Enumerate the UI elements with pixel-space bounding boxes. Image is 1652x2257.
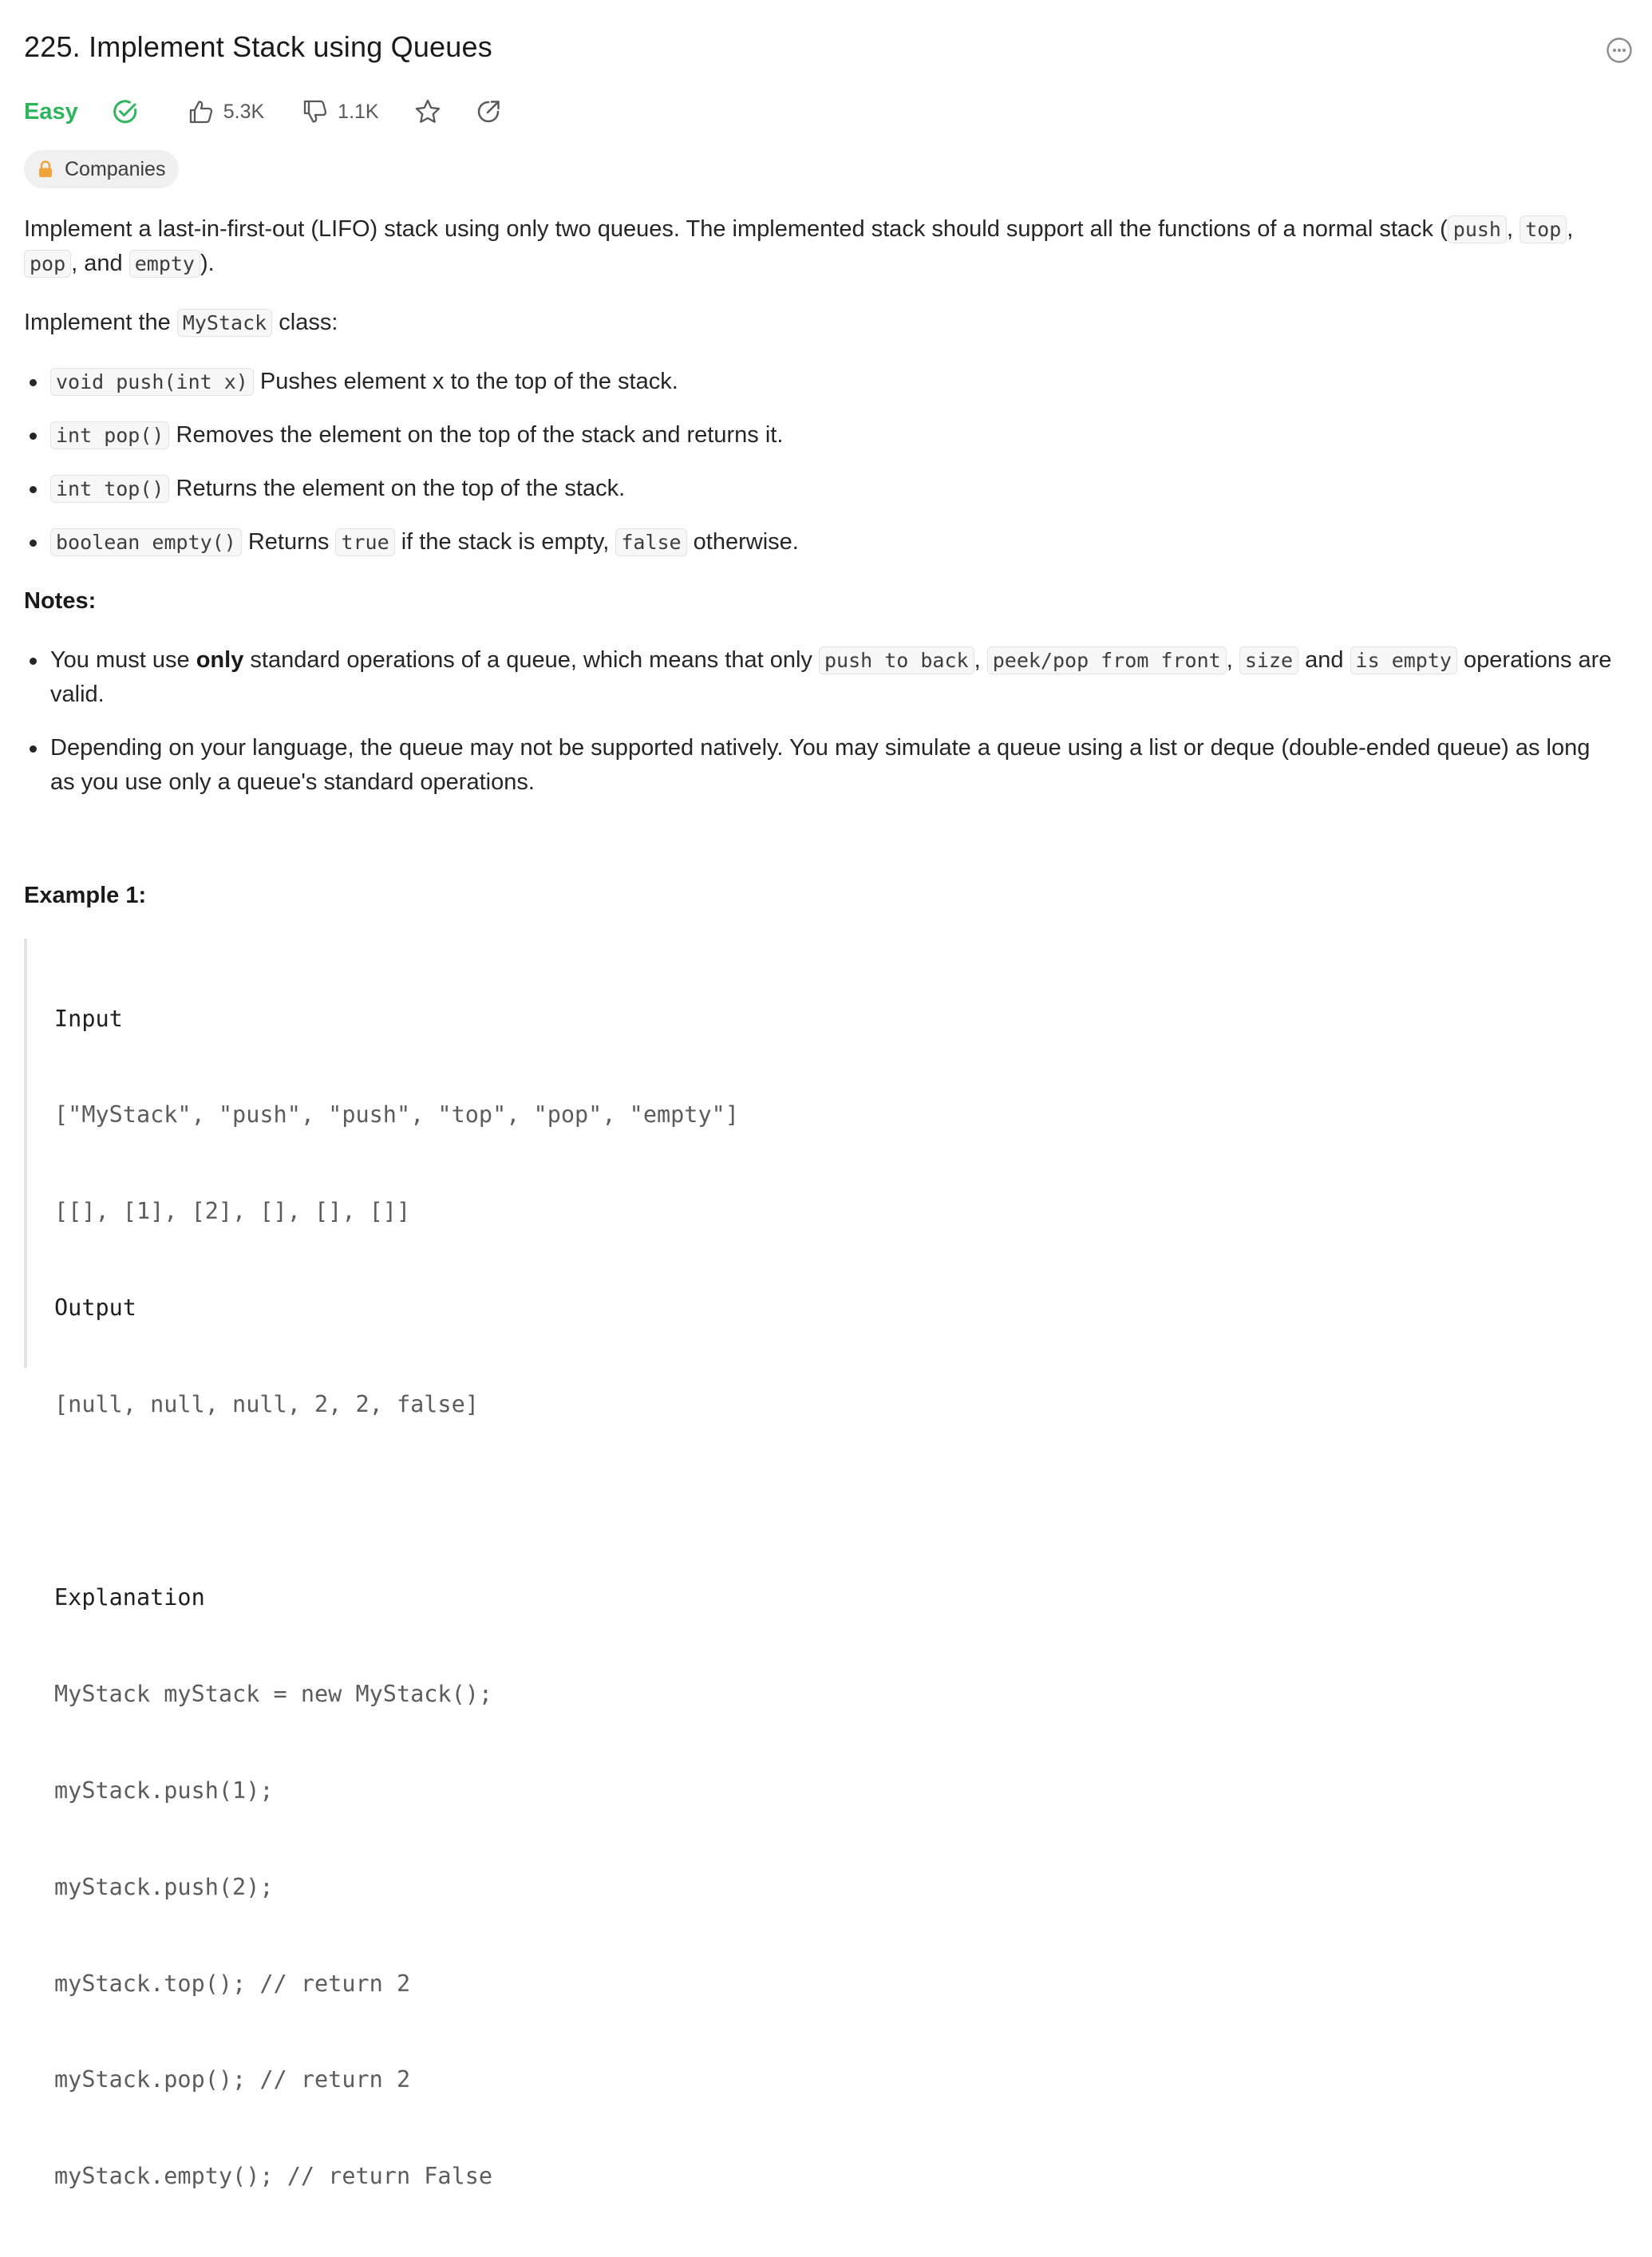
implement-paragraph <box>24 306 1620 340</box>
example-output-label: Output <box>54 1295 136 1322</box>
method-signature: int pop() <box>50 421 169 449</box>
note-item <box>24 731 1620 800</box>
example-output-line: [null, null, null, 2, 2, false] <box>54 1391 479 1418</box>
thumbs-down-icon <box>302 99 328 125</box>
dislike-count: 1.1K <box>338 100 379 123</box>
star-icon <box>414 98 441 125</box>
inline-code-push: push <box>1448 215 1507 243</box>
companies-chip[interactable] <box>24 150 179 188</box>
example-explanation-label: Explanation <box>54 1583 205 1611</box>
method-signature: int top() <box>50 475 169 503</box>
example-input-label: Input <box>54 1005 123 1032</box>
notes-title: Notes: <box>24 588 97 614</box>
intro-text: Implement a last-in-first-out (LIFO) stack using only two queues. The implemented stack should support all the functions of a normal stack ( <box>24 216 1448 242</box>
notes-heading <box>24 584 1620 619</box>
note-emphasis: only <box>196 647 244 673</box>
problem-description <box>24 212 1620 800</box>
more-icon[interactable] <box>1606 37 1633 64</box>
example-explanation-line: myStack.top(); // return 2 <box>54 1970 411 1997</box>
inline-code-is-empty: is empty <box>1350 646 1457 674</box>
example-explanation-line: MyStack myStack = new MyStack(); <box>54 1680 493 1707</box>
note-text: Depending on your language, the queue may not be supported natively. You may simulate a queue using a list or deque (double-ended queue) as long as you use only a queue's standard operations. <box>50 735 1591 795</box>
inline-code-false: false <box>615 528 686 556</box>
problem-title: 225. Implement Stack using Queues <box>24 30 492 63</box>
like-count: 5.3K <box>223 100 265 123</box>
method-signature: boolean empty() <box>50 528 242 556</box>
check-circle-icon <box>112 98 139 125</box>
intro-sep: , <box>1507 216 1520 242</box>
method-item <box>24 525 1620 559</box>
method-description: otherwise. <box>686 529 799 555</box>
method-description: Pushes element x to the top of the stack. <box>253 369 678 394</box>
inline-code-top: top <box>1520 215 1567 243</box>
thumbs-up-icon <box>188 99 214 125</box>
example-explanation-line: myStack.pop(); // return 2 <box>54 2066 411 2093</box>
example-explanation-line: myStack.push(2); <box>54 1873 274 1900</box>
method-signature: void push(int x) <box>50 368 254 396</box>
example-blank-line <box>54 1485 822 1517</box>
note-text: operations are valid. <box>50 647 1612 707</box>
intro-sep: , and <box>71 251 129 276</box>
example-explanation-line: myStack.push(1); <box>54 1777 274 1804</box>
method-description: Returns the element on the top of the stack. <box>169 476 626 501</box>
dislike-button[interactable] <box>302 99 378 125</box>
inline-code-peek-pop: peek/pop from front <box>987 646 1227 674</box>
problem-meta-row <box>24 94 502 129</box>
solved-status <box>112 98 139 125</box>
inline-code-pop: pop <box>24 250 71 278</box>
inline-code-size: size <box>1239 646 1298 674</box>
note-item <box>24 643 1620 712</box>
lock-icon <box>38 160 53 178</box>
method-item <box>24 418 1620 453</box>
note-text: standard operations of a queue, which means that only <box>243 647 819 673</box>
example-input-line: ["MyStack", "push", "push", "top", "pop", "empty"] <box>54 1101 739 1128</box>
example-code-block <box>24 939 822 2190</box>
inline-code-mystack: MyStack <box>177 309 272 337</box>
note-text: , <box>974 647 987 673</box>
companies-label: Companies <box>65 157 166 180</box>
notes-list <box>24 643 1620 800</box>
intro-sep: , <box>1567 216 1574 242</box>
method-description: Returns <box>241 529 336 555</box>
note-text: You must use <box>50 647 196 673</box>
example-explanation-line: myStack.empty(); // return False <box>54 2163 493 2190</box>
note-text: and <box>1298 647 1350 673</box>
method-description: Removes the element on the top of the stack and returns it. <box>169 422 784 448</box>
implement-text: class: <box>272 310 338 335</box>
note-text: , <box>1226 647 1239 673</box>
method-item <box>24 472 1620 506</box>
inline-code-push-to-back: push to back <box>819 646 974 674</box>
method-description: if the stack is empty, <box>394 529 616 555</box>
favorite-button[interactable] <box>414 98 441 125</box>
intro-end: ). <box>200 251 215 276</box>
share-button[interactable] <box>475 98 502 125</box>
method-item <box>24 365 1620 399</box>
intro-paragraph <box>24 212 1620 281</box>
inline-code-empty: empty <box>129 250 200 278</box>
share-icon <box>475 98 502 125</box>
example-title: Example 1: <box>24 883 147 908</box>
implement-text: Implement the <box>24 310 177 335</box>
method-list <box>24 365 1620 559</box>
inline-code-true: true <box>335 528 394 556</box>
like-button[interactable] <box>188 99 264 125</box>
difficulty-badge: Easy <box>24 98 78 125</box>
example-input-line: [[], [1], [2], [], [], []] <box>54 1198 411 1225</box>
